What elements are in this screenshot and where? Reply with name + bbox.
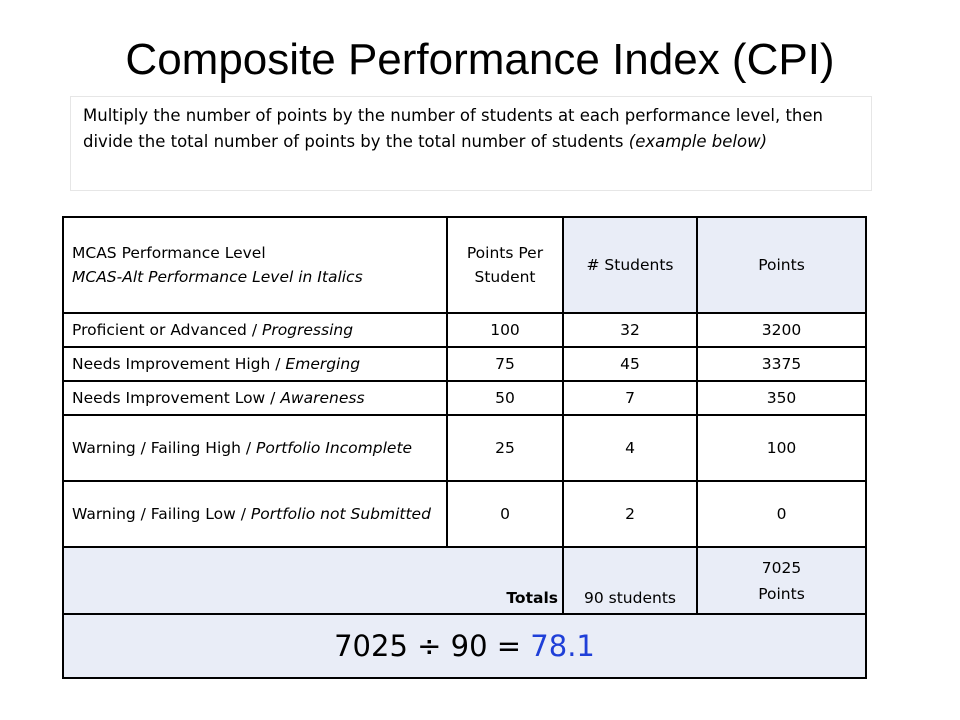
- row-students: 4: [563, 415, 697, 481]
- row-points: 350: [697, 381, 866, 415]
- row-level: Needs Improvement High / Emerging: [63, 347, 447, 381]
- row-students: 7: [563, 381, 697, 415]
- totals-points: 7025 Points: [697, 547, 866, 614]
- header-points: Points: [697, 217, 866, 313]
- table-row: [63, 481, 866, 547]
- table-row: [63, 415, 866, 481]
- row-students: 32: [563, 313, 697, 347]
- row-pps: 100: [447, 313, 563, 347]
- note-example: (example below): [628, 132, 768, 151]
- formula-expression: 7025 ÷ 90 =: [334, 629, 522, 663]
- table-row: [63, 381, 866, 415]
- row-points: 3200: [697, 313, 866, 347]
- formula-row: [63, 614, 866, 678]
- row-students: 45: [563, 347, 697, 381]
- row-points: 0: [697, 481, 866, 547]
- header-level-alt: MCAS-Alt Performance Level in Italics: [72, 268, 363, 286]
- row-level: Proficient or Advanced / Progressing: [63, 313, 447, 347]
- totals-students: 90 students: [563, 547, 697, 614]
- formula-result: 78.1: [530, 629, 595, 663]
- header-points-per-student: Points Per Student: [447, 217, 563, 313]
- table-row: [63, 347, 866, 381]
- table-header-row: [63, 217, 866, 313]
- instruction-note: [70, 96, 872, 191]
- header-students: # Students: [563, 217, 697, 313]
- row-pps: 25: [447, 415, 563, 481]
- header-level-cell: [63, 217, 447, 313]
- row-pps: 0: [447, 481, 563, 547]
- totals-row: [63, 547, 866, 614]
- table-row: [63, 313, 866, 347]
- formula-cell: [63, 614, 866, 678]
- cpi-table: [62, 216, 867, 679]
- row-pps: 75: [447, 347, 563, 381]
- row-level: Needs Improvement Low / Awareness: [63, 381, 447, 415]
- row-level: Warning / Failing Low / Portfolio not Submitted: [63, 481, 447, 547]
- totals-label: Totals: [63, 547, 563, 614]
- page-title: Composite Performance Index (CPI): [125, 35, 835, 84]
- note-text: Multiply the number of points by the number of students at each performance level, then divide the total number of points by the total number of students: [83, 106, 823, 151]
- header-level: MCAS Performance Level: [72, 244, 266, 262]
- row-level: Warning / Failing High / Portfolio Incomplete: [63, 415, 447, 481]
- row-pps: 50: [447, 381, 563, 415]
- row-points: 3375: [697, 347, 866, 381]
- row-points: 100: [697, 415, 866, 481]
- row-students: 2: [563, 481, 697, 547]
